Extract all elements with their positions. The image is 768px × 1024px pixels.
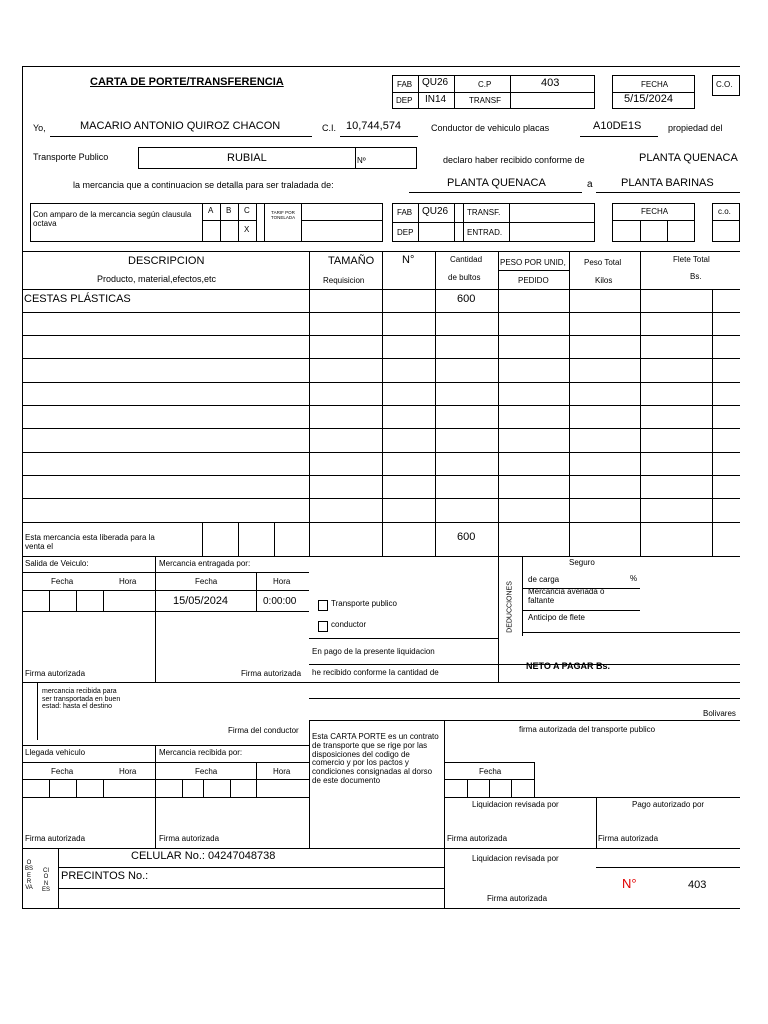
entregada-label: Mercancia entragada por:: [159, 559, 251, 568]
footer-liq-revisada: Liquidacion revisada por: [472, 854, 559, 863]
contrato-text: Esta CARTA PORTE es un contrato de transporte que se rige por las disposiciones del codigo de comercio y por los pactos y condiciones consignadas al dorso de este documento: [312, 732, 439, 785]
cp-value: 403: [541, 77, 560, 89]
no-label: Nº: [357, 156, 366, 165]
footer-firma: Firma autorizada: [487, 894, 548, 903]
header-tamano: TAMAÑO: [328, 255, 375, 267]
fab-label: FAB: [397, 80, 413, 89]
placas-value: A10DE1S: [593, 120, 642, 132]
llegada-fecha3-label: Fecha: [479, 767, 502, 776]
header-peso-unid-sub: PEDIDO: [518, 276, 549, 285]
entregada-hora-label: Hora: [273, 577, 291, 586]
amparo-entrad-label: ENTRAD.: [467, 228, 503, 237]
a-label: a: [587, 179, 593, 190]
neto-label: NETO A PAGAR Bs.: [526, 661, 611, 671]
header-cantidad-sub: de bultos: [448, 273, 481, 282]
conductor-text: Conductor de vehiculo placas: [431, 123, 550, 133]
de-carga-label: de carga: [528, 575, 560, 584]
llegada-firma-2: Firma autorizada: [159, 834, 220, 843]
dep-label: DEP: [396, 96, 413, 105]
llegada-hora-label: Hora: [119, 767, 137, 776]
amparo-fab-label: FAB: [397, 208, 413, 217]
declaro-text: declaro haber recibido conforme de: [443, 155, 585, 165]
llegada-firma-4: Firma autorizada: [598, 834, 659, 843]
celular-text: CELULAR No.: 04247048738: [131, 850, 276, 862]
header-descripcion: DESCRIPCION: [128, 255, 205, 267]
entregada-fecha-value: 15/05/2024: [173, 595, 229, 607]
document-number-value: 403: [688, 879, 707, 891]
pct-label: %: [630, 574, 638, 583]
mercancia-text: la mercancia que a continuacion se detalla para ser traladada de:: [73, 180, 334, 190]
fab-value: QU26: [422, 77, 449, 88]
co-label: C.O.: [716, 80, 733, 89]
recibida-text: mercancia recibida para ser transportada en buen estad: hasta el destino: [42, 688, 121, 711]
anticipo-label: Anticipo de flete: [528, 613, 585, 622]
observaciones-label-1: OBSERVA: [25, 860, 34, 892]
header-flete-sub: Bs.: [690, 272, 702, 281]
header-descripcion-sub: Producto, material,efectos,etc: [97, 274, 217, 284]
header-no: N°: [402, 254, 415, 266]
origen-2: PLANTA QUENACA: [447, 177, 546, 189]
pago-autorizado-label: Pago autorizado por: [632, 800, 705, 809]
liq-revisada-label: Liquidacion revisada por: [472, 800, 559, 809]
transporte-publico-label: Transporte publico: [331, 599, 397, 608]
transf-label: TRANSF: [469, 96, 501, 105]
salida-hora-label: Hora: [119, 577, 137, 586]
form-title: CARTA DE PORTE/TRANSFERENCIA: [90, 76, 284, 88]
transporte-box: [138, 147, 417, 169]
row1-descripcion: CESTAS PLÁSTICAS: [24, 293, 131, 305]
llegada-firma-3: Firma autorizada: [447, 834, 508, 843]
header-cantidad: Cantidad: [450, 255, 483, 264]
tarif-text: TARIF POR TONELADA: [270, 210, 296, 220]
amparo-co-label: c.o.: [718, 207, 731, 216]
deducciones-label: DEDUCCIONES: [506, 581, 514, 633]
recibida-por-label: Mercancia recibida por:: [159, 748, 243, 757]
propiedad-text: propiedad del: [668, 123, 723, 133]
firma-conductor: Firma del conductor: [228, 726, 299, 735]
recibida-fecha-label: Fecha: [195, 767, 218, 776]
transporte-value: RUBIAL: [227, 152, 267, 164]
header-peso-unid: PESO POR UNID,: [500, 258, 566, 267]
fecha-label: FECHA: [641, 80, 669, 89]
row1-cantidad: 600: [457, 293, 476, 305]
col-b-label: B: [226, 206, 232, 215]
total-cantidad: 600: [457, 531, 476, 543]
col-c-label: C: [244, 206, 250, 215]
amparo-text: Con amparo de la mercancia según clausula octava: [33, 210, 192, 228]
bolivares-label: Bolivares: [703, 709, 736, 718]
conductor-label: conductor: [331, 620, 367, 629]
header-peso-total-sub: Kilos: [595, 276, 613, 285]
transporte-publico-checkbox[interactable]: [318, 600, 328, 611]
ci-value: 10,744,574: [346, 120, 402, 132]
col-a-label: A: [208, 206, 214, 215]
conductor-checkbox[interactable]: [318, 621, 328, 632]
liberada-text: Esta mercancia esta liberada para la venta el: [25, 533, 155, 551]
header-tamano-sub: Requisicion: [323, 276, 365, 285]
entregada-hora-value: 0:00:00: [263, 596, 297, 607]
llegada-firma-1: Firma autorizada: [25, 834, 86, 843]
document-number-label: N°: [622, 876, 637, 891]
observaciones-label-2: CIONES: [42, 868, 51, 893]
en-pago-text: En pago de la presente liquidacion: [312, 647, 435, 656]
salida-fecha-label: Fecha: [51, 577, 74, 586]
llegada-fecha-label: Fecha: [51, 767, 74, 776]
header-flete: Flete Total: [673, 255, 710, 264]
he-recibido-text: he recibido conforme la cantidad de: [312, 668, 439, 677]
precintos-text: PRECINTOS No.:: [61, 870, 149, 882]
salida-firma-2: Firma autorizada: [241, 669, 302, 678]
transporte-label: Transporte Publico: [33, 152, 109, 162]
destino: PLANTA BARINAS: [621, 177, 714, 189]
yo-label: Yo,: [33, 123, 46, 133]
amparo-fab-value: QU26: [422, 206, 449, 217]
ci-label: C.I.: [322, 123, 337, 133]
seguro-label: Seguro: [569, 558, 595, 567]
firma-transporte: firma autorizada del transporte publico: [519, 725, 656, 734]
cp-label: C.P: [478, 80, 492, 89]
fecha-value: 5/15/2024: [624, 93, 673, 105]
recibida-hora-label: Hora: [273, 767, 291, 776]
amparo-transf-label: TRANSF.: [467, 208, 501, 217]
driver-name: MACARIO ANTONIO QUIROZ CHACON: [80, 120, 281, 132]
amparo-dep-label: DEP: [397, 228, 414, 237]
salida-firma-1: Firma autorizada: [25, 669, 86, 678]
llegada-label: Llegada vehiculo: [25, 748, 86, 757]
dep-value: IN14: [425, 94, 447, 105]
averiada-label: Mercancia averiada o faltante: [528, 587, 605, 605]
entregada-fecha-label: Fecha: [195, 577, 218, 586]
col-c-mark: X: [244, 225, 250, 234]
header-peso-total: Peso Total: [584, 258, 622, 267]
salida-label: Salida de Veiculo:: [25, 559, 89, 568]
origen-1: PLANTA QUENACA: [639, 152, 738, 164]
amparo-fecha-label: FECHA: [641, 207, 669, 216]
